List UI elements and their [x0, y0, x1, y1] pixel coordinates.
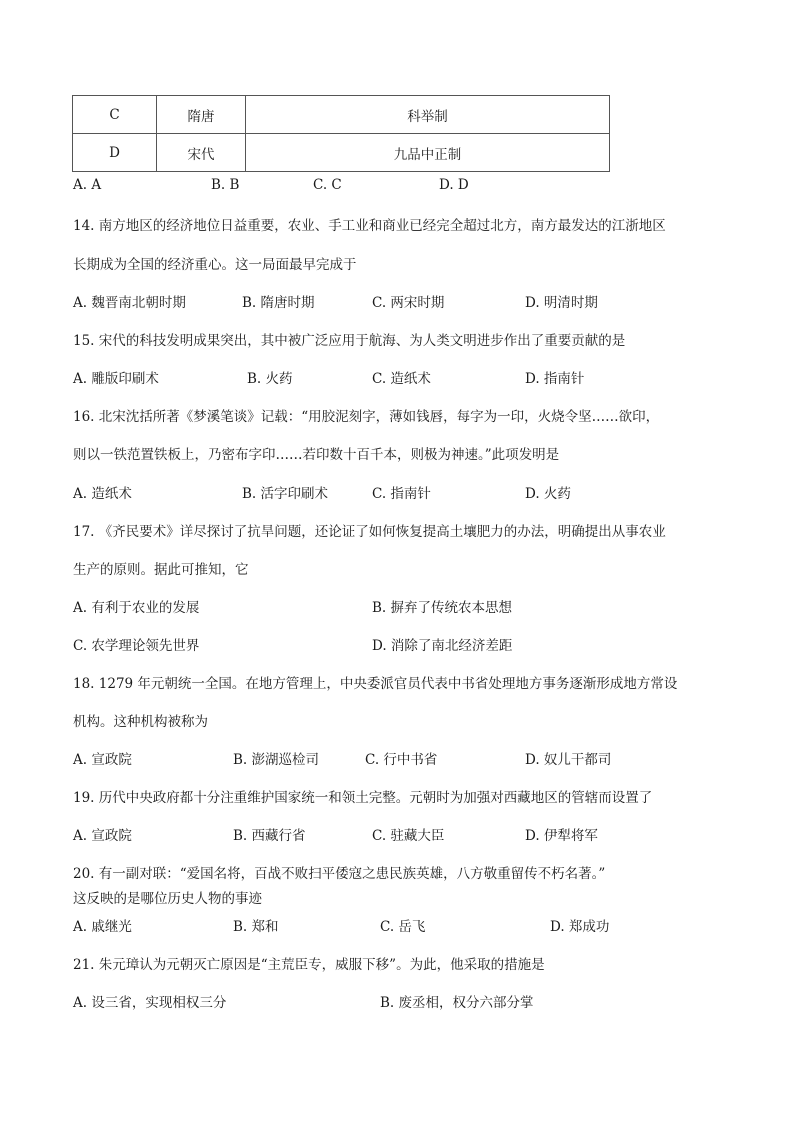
option-c[interactable]: C. C [313, 177, 342, 193]
q18-options [73, 748, 733, 766]
option-b[interactable]: B. 西藏行省 [233, 828, 306, 844]
q20-stem-line2: 这反映的是哪位历史人物的事迹 [73, 891, 262, 907]
option-b[interactable]: B. 摒弃了传统农本思想 [372, 600, 513, 616]
q15-options [73, 367, 733, 385]
option-c[interactable]: C. 两宋时期 [372, 295, 445, 311]
q20-options [73, 915, 733, 933]
option-c[interactable]: C. 农学理论领先世界 [73, 638, 200, 654]
option-b[interactable]: B. 废丞相，权分六部分掌 [380, 995, 534, 1011]
option-a[interactable]: A. 雕版印刷术 [73, 371, 159, 387]
q19-options [73, 824, 733, 842]
table-cell-letter: D [73, 134, 157, 172]
q18-stem-line1: 18. 1279 年元朝统一全国。在地方管理上，中央委派官员代表中书省处理地方事务逐渐形成地方常设 [73, 676, 678, 692]
q20-stem-line1: 20. 有一副对联：“爱国名将，百战不败扫平倭寇之患民族英雄，八方敬重留传不朽名著。” [73, 866, 606, 882]
table-cell-system: 科举制 [246, 96, 610, 134]
option-c[interactable]: C. 岳飞 [380, 919, 426, 935]
option-d[interactable]: D. 指南针 [525, 371, 585, 387]
option-c[interactable]: C. 行中书省 [365, 752, 438, 768]
table-cell-system: 九品中正制 [246, 134, 610, 172]
table-cell-dynasty: 隋唐 [157, 96, 246, 134]
option-c[interactable]: C. 造纸术 [372, 371, 431, 387]
option-b[interactable]: B. 郑和 [233, 919, 279, 935]
q14-stem-line1: 14. 南方地区的经济地位日益重要，农业、手工业和商业已经完全超过北方，南方最发达的江浙地区 [73, 218, 666, 234]
q15-stem-line1: 15. 宋代的科技发明成果突出，其中被广泛应用于航海、为人类文明进步作出了重要贡献的是 [73, 333, 626, 349]
option-d[interactable]: D. D [439, 177, 469, 193]
option-a[interactable]: A. 有利于农业的发展 [73, 600, 200, 616]
option-c[interactable]: C. 指南针 [372, 486, 431, 502]
table-cell-dynasty: 宋代 [157, 134, 246, 172]
q13-options [73, 177, 733, 195]
option-a[interactable]: A. 魏晋南北朝时期 [73, 295, 186, 311]
q21-stem-line1: 21. 朱元璋认为元朝灭亡原因是“主荒臣专，威服下移”。为此，他采取的措施是 [73, 957, 545, 973]
option-b[interactable]: B. 澎湖巡检司 [233, 752, 320, 768]
option-a[interactable]: A. A [73, 177, 102, 193]
table-row [73, 96, 610, 134]
table-cell-letter: C [73, 96, 157, 134]
q16-stem-line1: 16. 北宋沈括所著《梦溪笔谈》记载：“用胶泥刻字，薄如钱唇，每字为一印，火烧令坚……欲印， [73, 409, 660, 425]
option-b[interactable]: B. B [211, 177, 240, 193]
q17-options-row2 [73, 634, 733, 652]
option-a[interactable]: A. 宣政院 [73, 828, 132, 844]
q17-stem-line2: 生产的原则。据此可推知，它 [73, 562, 249, 578]
option-d[interactable]: D. 奴儿干都司 [525, 752, 612, 768]
q18-stem-line2: 机构。这种机构被称为 [73, 714, 208, 730]
q14-stem-line2: 长期成为全国的经济重心。这一局面最早完成于 [73, 257, 357, 273]
option-b[interactable]: B. 火药 [247, 371, 293, 387]
q16-stem-line2: 则以一铁范置铁板上，乃密布字印……若印数十百千本，则极为神速。”此项发明是 [73, 447, 560, 463]
answer-options-table [72, 95, 610, 172]
q17-options-row1 [73, 596, 733, 614]
option-a[interactable]: A. 戚继光 [73, 919, 132, 935]
option-a[interactable]: A. 设三省，实现相权三分 [73, 995, 227, 1011]
q14-options [73, 291, 733, 309]
q21-options [73, 991, 733, 1009]
q19-stem-line1: 19. 历代中央政府都十分注重维护国家统一和领土完整。元朝时为加强对西藏地区的管辖而设置了 [73, 790, 653, 806]
option-a[interactable]: A. 造纸术 [73, 486, 132, 502]
q16-options [73, 482, 733, 500]
table-row [73, 134, 610, 172]
q17-stem-line1: 17. 《齐民要术》详尽探讨了抗旱问题，还论证了如何恢复提高土壤肥力的办法，明确提出从事农业 [73, 524, 666, 540]
option-c[interactable]: C. 驻藏大臣 [372, 828, 445, 844]
option-d[interactable]: D. 伊犁将军 [525, 828, 598, 844]
option-a[interactable]: A. 宣政院 [73, 752, 132, 768]
option-b[interactable]: B. 隋唐时期 [242, 295, 315, 311]
option-d[interactable]: D. 明清时期 [525, 295, 598, 311]
option-d[interactable]: D. 郑成功 [550, 919, 610, 935]
option-b[interactable]: B. 活字印刷术 [242, 486, 329, 502]
option-d[interactable]: D. 消除了南北经济差距 [372, 638, 513, 654]
option-d[interactable]: D. 火药 [525, 486, 571, 502]
